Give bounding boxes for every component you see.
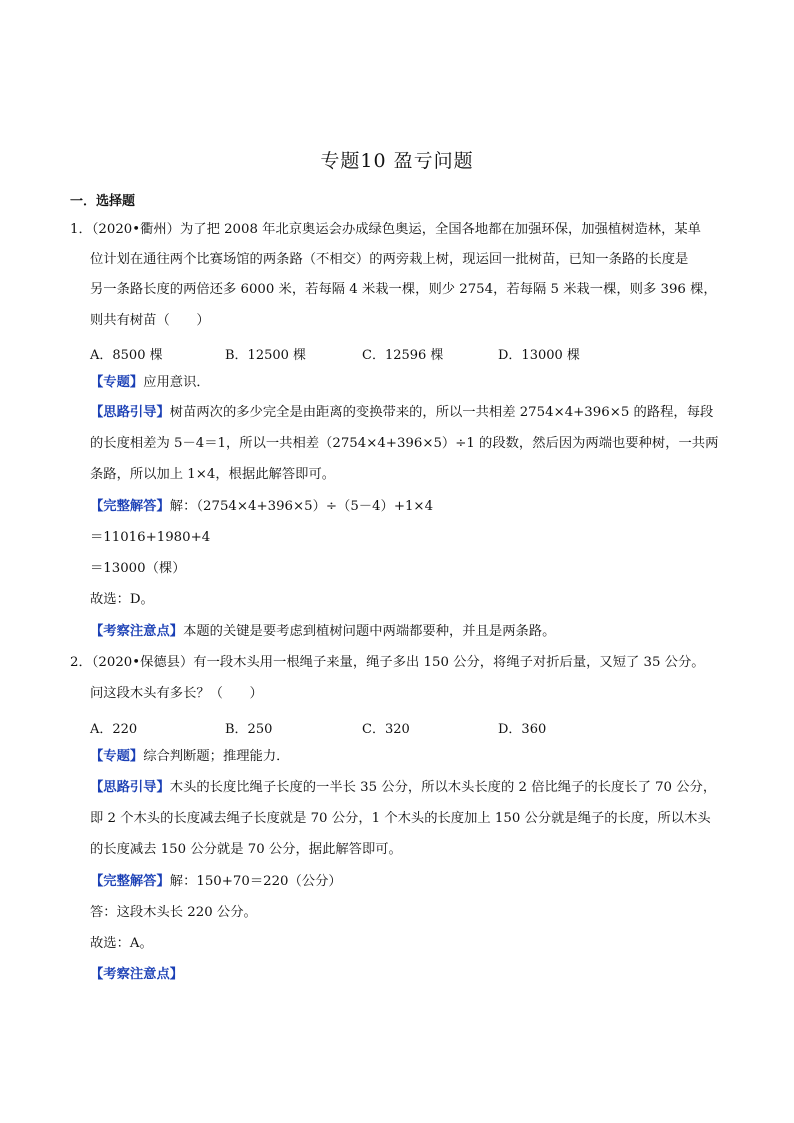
q1-line-3: 另一条路长度的两倍还多 6000 米，若每隔 4 米栽一棵，则少 2754，若每隔 5 米栽一棵，则多 396 棵， xyxy=(90,282,717,297)
q2-line-2: 问这段木头有多长？（ ） xyxy=(90,686,263,701)
q2-answer-line-1 xyxy=(90,874,342,890)
q2-option-d: D．360 xyxy=(498,722,547,737)
q2-option-b: B．250 xyxy=(225,722,273,737)
q2-note-tag: 【考察注意点】 xyxy=(90,967,184,982)
q2-answer-line-3: 故选：A。 xyxy=(90,936,153,951)
q1-answer-line-4: 故选：D。 xyxy=(90,592,154,607)
q2-topic-text: 综合判断题；推理能力． xyxy=(143,749,290,764)
q2-line-1: 2．（2020•保德县）有一段木头用一根绳子来量，绳子多出 150 公分，将绳子对折后量，又短了 35 公分。 xyxy=(70,655,705,670)
q1-note xyxy=(90,624,555,640)
q1-option-a: A．8500 棵 xyxy=(90,348,163,363)
q1-topic xyxy=(90,375,210,391)
q1-hint-line-2: 的长度相差为 5－4＝1，所以一共相差（2754×4+396×5）÷1 的段数，然后因为两端也要种树，一共两 xyxy=(90,436,719,451)
q1-line-1: 1．（2020•衢州）为了把 2008 年北京奥运会办成绿色奥运，全国各地都在加强环保，加强植树造林，某单 xyxy=(70,222,701,237)
q2-topic xyxy=(90,749,289,765)
q2-answer-text-1: 解：150+70＝220（公分） xyxy=(169,874,342,889)
q2-hint-text-1: 木头的长度比绳子长度的一半长 35 公分，所以木头长度的 2 倍比绳子的长度长了 70 公分， xyxy=(169,780,717,795)
q1-hint-line-1 xyxy=(90,405,713,421)
q2-topic-tag: 【专题】 xyxy=(90,749,144,764)
q1-option-c: C．12596 棵 xyxy=(362,348,444,363)
q2-option-a: A．220 xyxy=(90,722,138,737)
q1-hint-line-3: 条路，所以加上 1×4，根据此解答即可。 xyxy=(90,467,336,482)
q2-option-c: C．320 xyxy=(362,722,410,737)
q1-topic-text: 应用意识． xyxy=(143,375,210,390)
q1-answer-line-1 xyxy=(90,499,433,515)
q1-hint-text-1: 树苗两次的多少完全是由距离的变换带来的，所以一共相差 2754×4+396×5 的路程，每段 xyxy=(169,405,714,420)
q1-answer-tag: 【完整解答】 xyxy=(90,499,170,514)
q2-hint-line-3: 的长度减去 150 公分就是 70 公分，据此解答即可。 xyxy=(90,842,402,857)
q2-answer-tag: 【完整解答】 xyxy=(90,874,170,889)
q1-option-d: D．13000 棵 xyxy=(498,348,580,363)
q1-answer-line-3: ＝13000（棵） xyxy=(90,561,186,576)
q1-answer-text-1: 解：（2754×4+396×5）÷（5－4）+1×4 xyxy=(169,499,434,514)
q2-answer-line-2: 答：这段木头长 220 公分。 xyxy=(90,905,257,920)
q1-line-2: 位计划在通往两个比赛场馆的两条路（不相交）的两旁栽上树，现运回一批树苗，已知一条路的长度是 xyxy=(90,252,689,267)
section-heading: 一．选择题 xyxy=(70,194,136,209)
q2-hint-line-2: 即 2 个木头的长度减去绳子长度就是 70 公分，1 个木头的长度加上 150 公分就是绳子的长度，所以木头 xyxy=(90,811,711,826)
q1-hint-tag: 【思路引导】 xyxy=(90,405,170,420)
q1-note-text: 本题的关键是要考虑到植树问题中两端都要种，并且是两条路。 xyxy=(183,624,556,639)
q2-hint-tag: 【思路引导】 xyxy=(90,780,170,795)
q1-answer-line-2: ＝11016+1980+4 xyxy=(90,530,211,545)
q1-option-b: B．12500 棵 xyxy=(225,348,307,363)
q1-topic-tag: 【专题】 xyxy=(90,375,144,390)
q1-note-tag: 【考察注意点】 xyxy=(90,624,184,639)
q2-hint-line-1 xyxy=(90,780,716,796)
page-title: 专题10 盈亏问题 xyxy=(320,150,474,172)
q2-note xyxy=(90,967,183,983)
q1-line-4: 则共有树苗（ ） xyxy=(90,313,210,328)
